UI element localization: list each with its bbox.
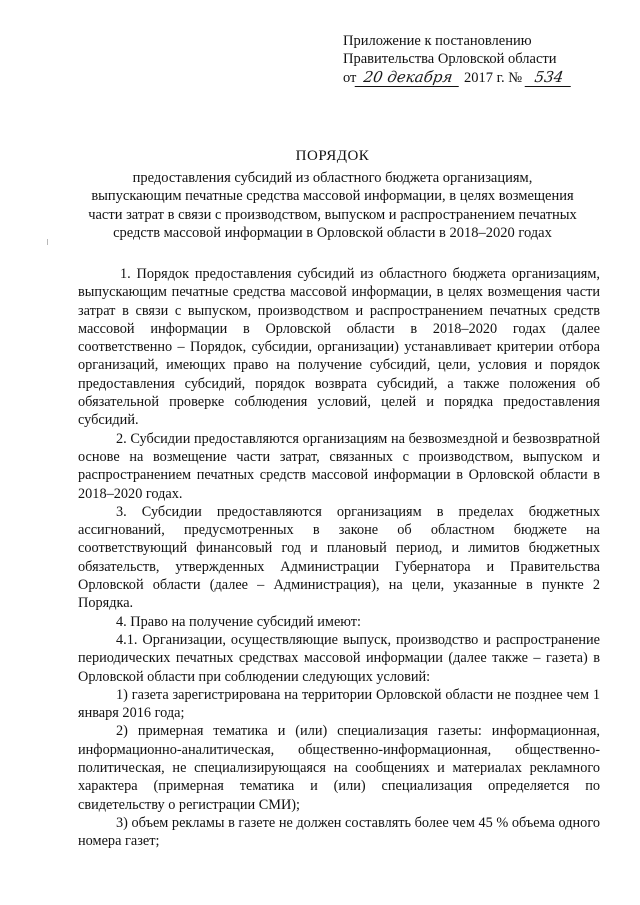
document-body: [78, 265, 600, 851]
subtitle-line: средств массовой информации в Орловской области в 2018–2020 годах: [113, 225, 552, 241]
condition-2: 2) примерная тематика и (или) специализация газеты: информационная, информационно-аналитическая, общественно-информационная, общественно-политическая, не специализирующаяся на сообщениях и материалах рекламного характера (примерная тематика и (или) специализация определяется по свидетельству о регистрации СМИ);: [78, 723, 600, 813]
title-block: [80, 147, 585, 243]
paragraph-1: 1. Порядок предоставления субсидий из областного бюджета организациям, выпускающим печатные средства массовой информации, в целях возмещения части затрат в связи с выпуском, производством и распространением печатных средств массовой информации в Орловской области в 2018–2020 годах (далее соответственно – Порядок, субсидии, организации) устанавливает критерии отбора организаций, имеющих право на получение субсидий, цели, условия и порядок предоставления субсидий, порядок возврата субсидий, а также положения об обязательной проверке соблюдения условий, целей и порядка предоставления субсидий.: [78, 266, 600, 429]
handwritten-number: 534: [524, 68, 573, 87]
document-subtitle: [80, 169, 585, 243]
paragraph-3: 3. Субсидии предоставляются организациям в пределах бюджетных ассигнований, предусмотренных в законе об областном бюджете на соответствующий финансовый год и плановый период, и лимитов бюджетных обязательств, утвержденных Администрации Губернатора и Правительства Орловской области (далее – Администрация), на цели, указанные в пункте 2 Порядка.: [78, 503, 600, 612]
approval-line-1: Приложение к постановлению: [343, 33, 532, 49]
condition-3: 3) объем рекламы в газете не должен составлять более чем 45 % объема одного номера газет;: [78, 814, 600, 850]
approval-line-2: Правительства Орловской области: [343, 51, 557, 67]
paragraph-4: 4. Право на получение субсидий имеют:: [116, 613, 362, 630]
document-title: ПОРЯДОК: [295, 148, 370, 164]
subtitle-line: выпускающим печатные средства массовой информации, в целях возмещения: [91, 188, 574, 204]
paragraph-4-1: 4.1. Организации, осуществляющие выпуск, производство и распространение периодических печатных средствах массовой информации (далее также – газета) в Орловской области при соблюдении следующих условий:: [78, 631, 600, 685]
paragraph-2: 2. Субсидии предоставляются организациям на безвозмездной и безвозвратной основе на возмещение части затрат, связанных с производством, выпуском и распространением печатных средств массовой информации в Орловской области в 2018–2020 годах.: [78, 430, 600, 502]
scan-margin-mark: [47, 239, 48, 245]
condition-1: 1) газета зарегистрирована на территории Орловской области не позднее чем 1 января 2016 года;: [78, 686, 600, 722]
handwritten-date: 20 декабря: [355, 68, 462, 87]
date-prefix: от: [343, 70, 357, 86]
approval-line-3: [343, 68, 613, 87]
approval-header: [343, 32, 613, 87]
year-and-number-label: 2017 г. №: [464, 70, 523, 86]
subtitle-line: части затрат в связи с производством, выпуском и распространением печатных: [88, 206, 577, 223]
subtitle-line: предоставления субсидий из областного бюджета организациям,: [132, 169, 533, 186]
